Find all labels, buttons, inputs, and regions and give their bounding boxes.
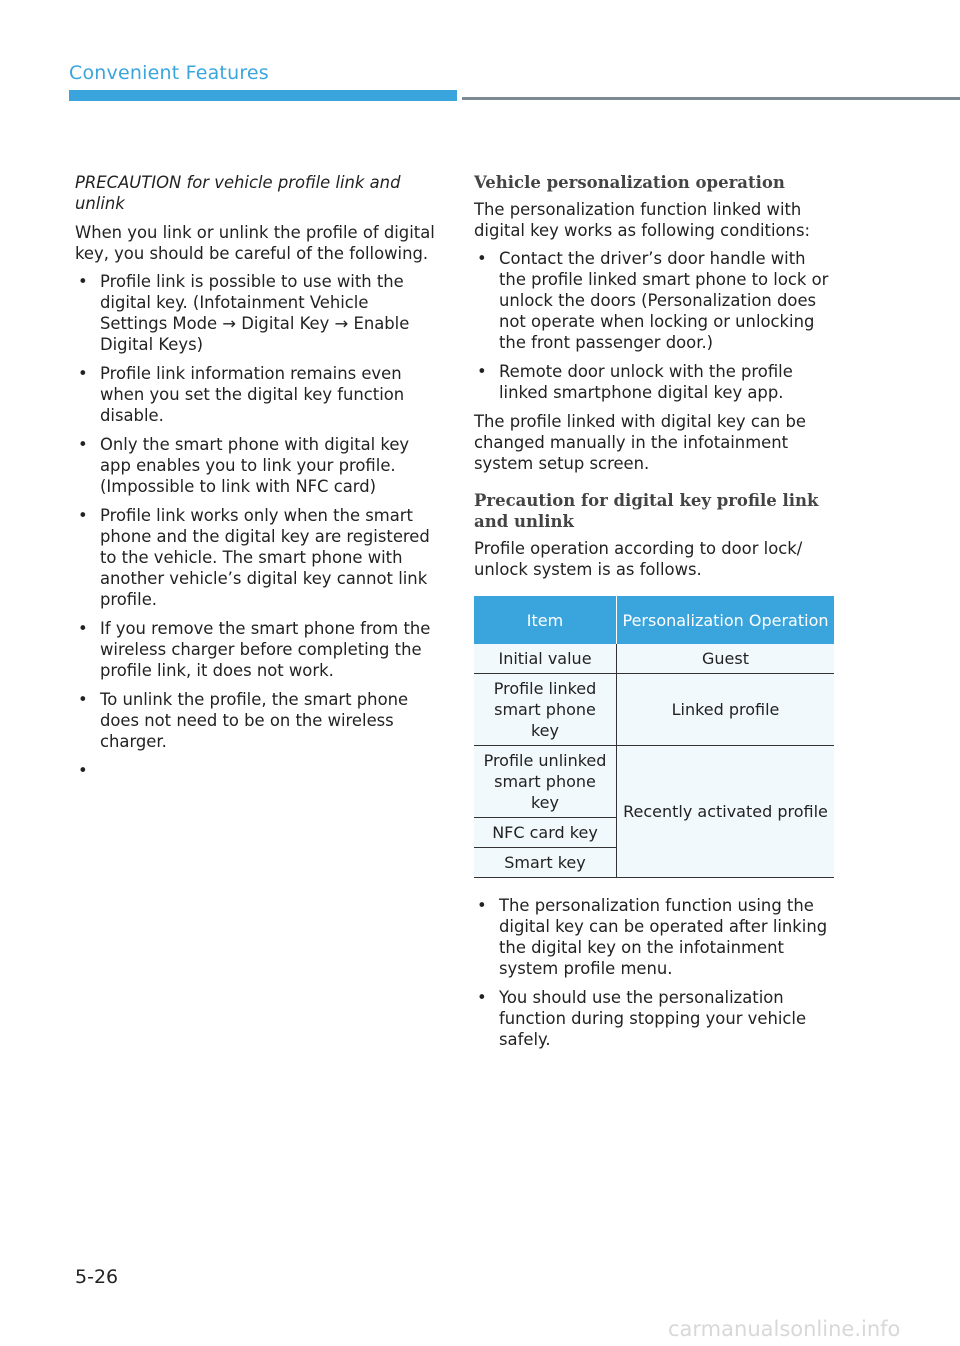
table-cell-operation: Recently activated profile xyxy=(617,746,835,878)
table-cell-item: Initial value xyxy=(474,644,617,674)
list-item: • If you remove the smart phone from the wireless charger before completing the profile link, it does not work. xyxy=(75,618,437,681)
table-header-operation: Personalization Operation xyxy=(617,596,835,644)
list-item: • Profile link information remains even when you set the digital key function disable. xyxy=(75,363,437,426)
table-cell-operation: Guest xyxy=(617,644,835,674)
table-cell-item: Profile unlinked smart phone key xyxy=(474,746,617,818)
page-number: 5-26 xyxy=(75,1266,119,1288)
table-row xyxy=(474,746,834,818)
table-header-row xyxy=(474,596,834,644)
header-rule xyxy=(462,97,960,100)
list-item: • Profile link is possible to use with the digital key. (Infotainment Vehicle Settings Mode → Digital Key → Enable Digital Keys) xyxy=(75,271,437,355)
personalization-notes-list xyxy=(474,895,836,1050)
table-cell-item: NFC card key xyxy=(474,818,617,848)
precaution-profile-heading: Precaution for digital key profile link and unlink xyxy=(474,491,819,531)
list-item: • You should use the personalization function during stopping your vehicle safely. xyxy=(474,987,836,1050)
precaution-intro: When you link or unlink the profile of digital key, you should be careful of the following. xyxy=(75,223,435,263)
list-item: • Contact the driver’s door handle with the profile linked smart phone to lock or unlock the doors (Personalization does not operate when locking or unlocking the front passenger door.) xyxy=(474,248,836,353)
profile-operation-intro: Profile operation according to door lock/ unlock system is as follows. xyxy=(474,539,803,579)
personalization-conditions-list xyxy=(474,248,836,403)
personalization-change-note: The profile linked with digital key can be changed manually in the infotainment system setup screen. xyxy=(474,412,806,473)
header-accent-bar xyxy=(69,90,457,101)
watermark: carmanualsonline.info xyxy=(668,1317,901,1341)
table-row xyxy=(474,674,834,746)
list-item: • Only the smart phone with digital key app enables you to link your profile. (Impossible to link with NFC card) xyxy=(75,434,437,497)
table-row xyxy=(474,644,834,674)
personalization-intro: The personalization function linked with digital key works as following conditions: xyxy=(474,200,810,240)
list-item: • Profile link works only when the smart phone and the digital key are registered to the vehicle. The smart phone with another vehicle’s digital key cannot link profile. xyxy=(75,505,437,610)
list-item: • Remote door unlock with the profile linked smartphone digital key app. xyxy=(474,361,836,403)
precaution-heading: PRECAUTION for vehicle profile link and unlink xyxy=(75,173,401,213)
list-item: • The personalization function using the digital key can be operated after linking the digital key on the infotainment system profile menu. xyxy=(474,895,836,979)
personalization-heading: Vehicle personalization operation xyxy=(474,173,785,192)
table-cell-operation: Linked profile xyxy=(617,674,835,746)
precaution-list xyxy=(75,271,437,752)
list-item: • To unlink the profile, the smart phone does not need to be on the wireless charger. xyxy=(75,689,437,752)
table-cell-item: Smart key xyxy=(474,848,617,878)
section-title: Convenient Features xyxy=(69,62,269,84)
left-column xyxy=(75,172,437,760)
table-header-item: Item xyxy=(474,596,617,644)
profile-operation-table xyxy=(474,596,834,878)
right-column xyxy=(474,172,836,1058)
table-cell-item: Profile linked smart phone key xyxy=(474,674,617,746)
